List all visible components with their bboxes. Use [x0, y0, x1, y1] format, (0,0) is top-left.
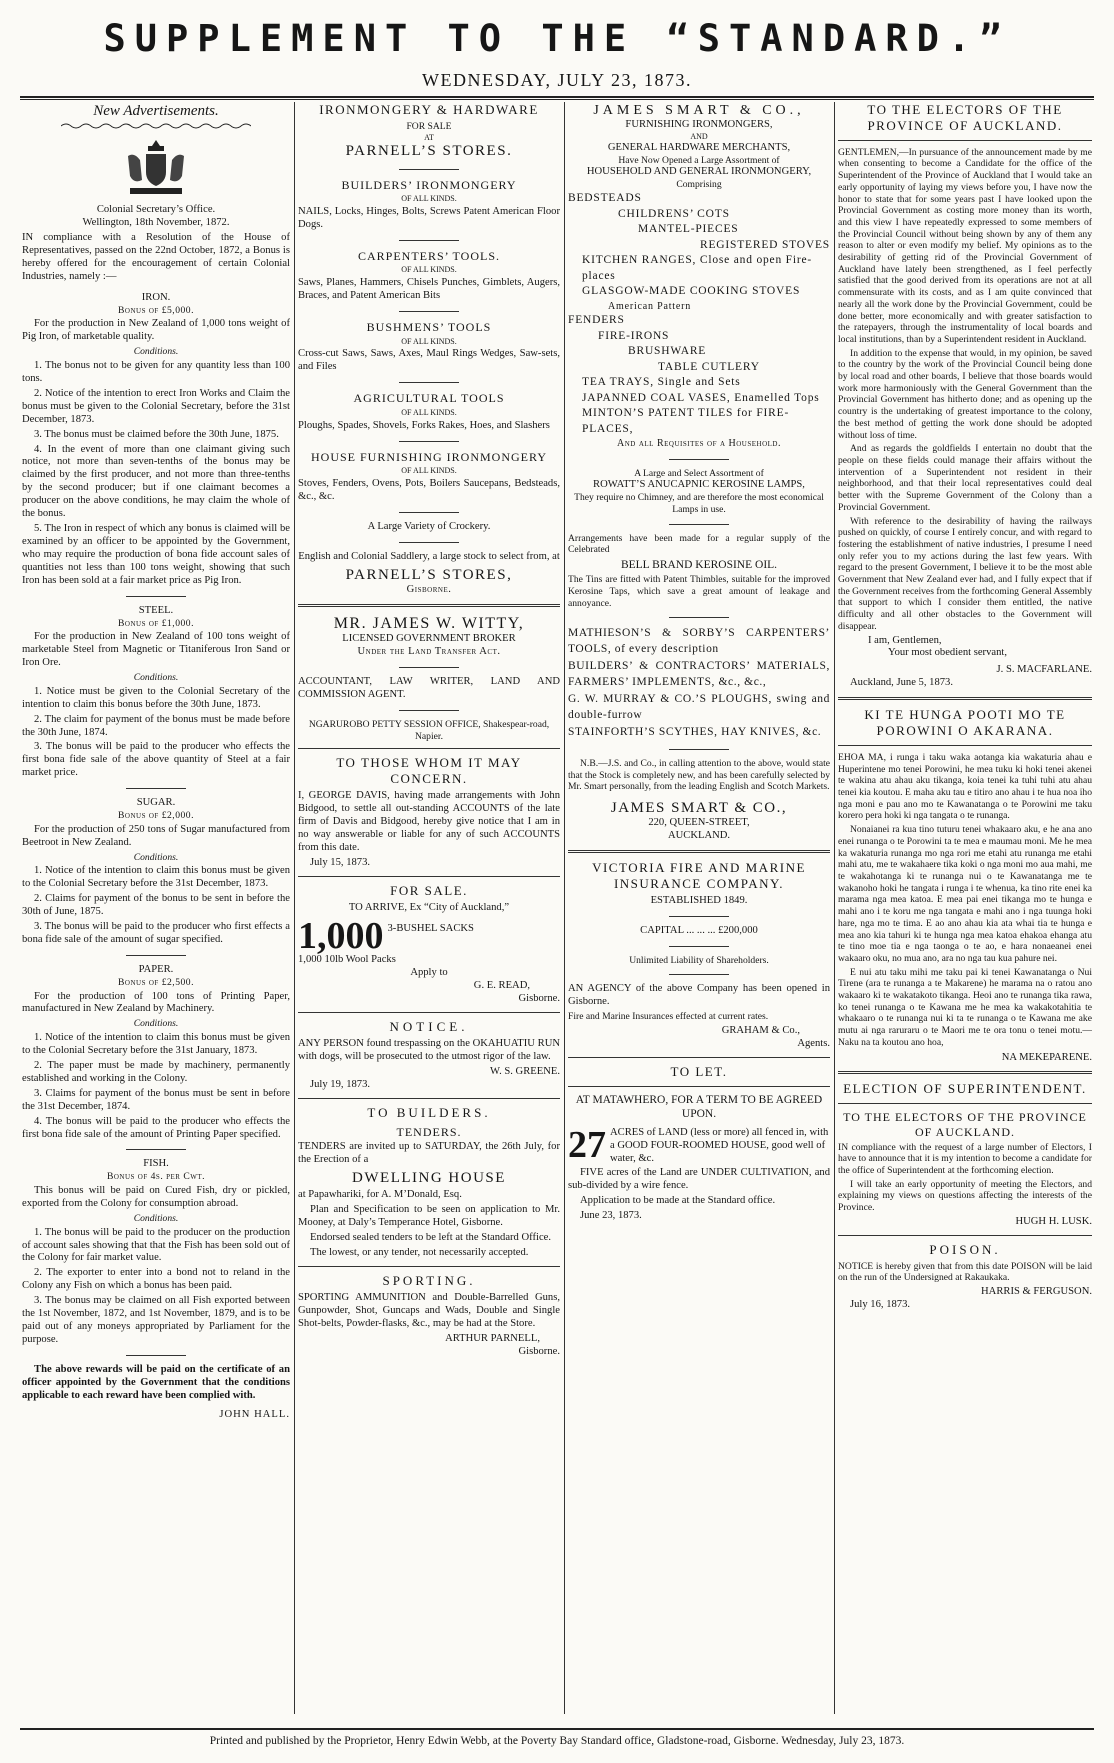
insurance-agent: GRAHAM & Co.,	[721, 1024, 800, 1036]
divider	[399, 710, 459, 711]
sporting-name: ARTHUR PARNELL,	[445, 1332, 540, 1344]
fish-condition: 3. The bonus may be claimed on all Fish exported between the 1st November, 1872, and 1st November, 1879, and is to be paid out of any moneys appropriated by Parliament for the purpose.	[22, 1295, 290, 1346]
stock-item: TABLE CUTLERY	[658, 360, 760, 373]
sugar-title: SUGAR.	[136, 797, 176, 809]
tolet-apply: Application to be made at the Standard office.	[580, 1195, 776, 1207]
trespass-text: ANY PERSON found trespassing on the OKAHUATIU RUN with dogs, will be prosecuted to the utmost rigor of the law.	[298, 1038, 560, 1062]
category-sub: OF ALL KINDS.	[401, 336, 457, 346]
category-sub: OF ALL KINDS.	[401, 265, 457, 275]
category-text: NAILS, Locks, Hinges, Bolts, Screws Patent American Floor Dogs.	[298, 205, 560, 230]
sale-item-text: 3-BUSHEL SACKS	[387, 923, 474, 935]
and: AND	[690, 132, 708, 141]
sale-item	[298, 918, 560, 954]
letter-close: Your most obedient servant,	[888, 647, 1007, 659]
divider	[298, 1266, 560, 1267]
section-heading: New Advertisements.	[93, 103, 219, 119]
divider	[399, 441, 459, 442]
fish-text: This bonus will be paid on Cured Fish, dry or pickled, exported from the Colony for consumption abroad.	[22, 1185, 290, 1210]
paper-condition: 2. The paper must be made by machinery, permanently established and working in the Colony.	[22, 1059, 290, 1084]
oil: BELL BRAND KEROSINE OIL.	[620, 559, 778, 572]
tools-item: BUILDERS’ & CONTRACTORS’ MATERIALS, FARMERS’ IMPLEMENTS, &c., &c.,	[568, 660, 830, 688]
paper-condition: 3. Claims for payment of the bonus must be sent in before the 31st December, 1874.	[22, 1087, 290, 1112]
double-divider	[298, 604, 560, 607]
divider	[399, 169, 459, 170]
place-date: Wellington, 18th November, 1872.	[82, 217, 230, 229]
witty-role: LICENSED GOVERNMENT BROKER	[342, 633, 516, 645]
category-sub: OF ALL KINDS.	[401, 194, 457, 204]
witty-act: Under the Land Transfer Act.	[357, 646, 501, 658]
household: HOUSEHOLD AND GENERAL IRONMONGERY,	[586, 166, 812, 178]
stock-item: FENDERS	[568, 314, 625, 327]
iron-condition: 4. In the event of more than one claimant giving such notice, not more than seven-tenths of the bonus may be claimed by the first producer, and not more than three-tenths by the second producer; but if one claimant becomes a producer on the above conditions, he may claim the whole of the bonus.	[22, 443, 290, 520]
column-parnell-stores	[298, 102, 560, 1714]
trade: FURNISHING IRONMONGERS,	[625, 119, 773, 131]
divider	[126, 955, 186, 956]
paper-text: For the production of 100 tons of Printing Paper, manufactured in New Zealand by Machinery.	[22, 990, 290, 1015]
ornamental-rule	[61, 122, 251, 130]
sugar-text: For the production of 250 tons of Sugar manufactured from Beetroot in New Zealand.	[22, 823, 290, 848]
tolet-sub: AT MATAWHERO, FOR A TERM TO BE AGREED UPON.	[575, 1093, 823, 1120]
election-paragraph: IN compliance with the request of a large number of Electors, I have to announce that it is my intention to become a candidate for the office of Superintendent at the forthcoming election.	[838, 1141, 1092, 1176]
tools-item: G. W. MURRAY & CO.’S PLOUGHS, swing and double-furrow	[568, 693, 830, 721]
iron-condition: 2. Notice of the intention to erect Iron Works and Claim the bonus must be given to the Colonial Secretary, before the 31st December, 1873.	[22, 387, 290, 425]
divider	[126, 596, 186, 597]
lamps-intro: A Large and Select Assortment of	[634, 467, 764, 479]
election-signature: HUGH H. LUSK.	[1015, 1215, 1092, 1227]
category-text: Saws, Planes, Hammers, Chisels Punches, Gimblets, Augers, Braces, and Patent American Bits	[298, 277, 560, 302]
stock-item: MANTEL-PIECES	[638, 223, 739, 236]
divider	[669, 974, 729, 975]
divider	[399, 512, 459, 513]
at-label: AT	[424, 132, 434, 142]
paper-condition: 4. The bonus will be paid to the producer who effects the first bona fide sale of the amount of Printing Paper specified.	[22, 1115, 290, 1140]
builders-text: TENDERS are invited up to SATURDAY, the 26th July, for the Erection of a	[298, 1141, 560, 1166]
column-rule	[564, 102, 565, 1714]
category-text: Stoves, Fenders, Ovens, Pots, Boilers Saucepans, Bedsteads, &c., &c.	[298, 477, 560, 502]
royal-coat-of-arms-icon	[120, 136, 192, 200]
office-line: Colonial Secretary’s Office.	[96, 204, 216, 216]
builders-plan: Plan and Specification to be seen on application to Mr. Mooney, at Daly’s Temperance Hotel, Gisborne.	[298, 1204, 560, 1229]
insurance-liability: Unlimited Liability of Shareholders.	[629, 954, 769, 966]
maori-paragraph: Nonaianei ra kua tino tuturu tenei whakaaro aku, e he ana ano enei runanga o te Porowini ta te mea e maumau moni. Me he mea ka wakaturia runanga mo nga rori me etahi atu runanga me etahi mahi atu, me te wakahaere tika koki o nga moni mo aua mahi, me te wakahotanga ki te runanga nui o te Kawanatanga me te wakanoho hoki he tangata i runga i te whenua, ka tino rite enei ka marama nga mea katoa. E mea pai enei tikanga mo te hunga e mahi ano i te koru me nga tangata e mahi ano i nga tuunga hoki hare, nga mo te tima. E ao ano ahau kia ata whai tia te hunga e mea ano kia tahuri ki te hunga nga mea katoa ehakoa ehanga atu te tino moe tia e nga taonga o te ao, e hara nonaeanei enei wakaaro oku, no mua ano, ara no nga tau kua pahure nei.	[838, 824, 1092, 964]
poison-text: NOTICE is hereby given that from this date POISON will be laid on the run of the Undersigned at Rakaukaka.	[838, 1260, 1092, 1284]
address: 220, QUEEN-STREET,	[648, 817, 750, 829]
witty-office: NGARUROBO PETTY SESSION OFFICE, Shakespear-road, Napier.	[308, 719, 550, 742]
election-paragraph: I will take an early opportunity of meeting the Electors, and explaining my views on questions affecting the interests of the Province.	[838, 1178, 1092, 1214]
stock-item: American Pattern	[608, 300, 692, 312]
steel-title: STEEL.	[138, 604, 174, 616]
divider	[399, 667, 459, 668]
stock-item: JAPANNED COAL VASES, Enamelled Tops	[582, 391, 820, 404]
trade: GENERAL HARDWARE MERCHANTS,	[607, 141, 791, 153]
oil-text: The Tins are fitted with Patent Thimbles, suitable for the improved Kerosine Taps, which save a great amount of leakage and annoyance.	[568, 574, 830, 609]
stock-item: TEA TRAYS, Single and Sets	[582, 376, 741, 389]
divider	[669, 617, 729, 618]
store-name: PARNELL’S STORES.	[345, 143, 513, 160]
letter-paragraph: With reference to the desirability of having the railways pushed on quickly, of course I entirely concur, and with regard to fostering the establishment of native industries, I presume I need only refer you to my actions during the last few years. With regard to the present Government, I believe it to be the most able Government that New Zealand ever had, and I fully expect that if the Government receives from the forthcoming General Assembly that support to which I consider them entitled, the native difficulty and all other obstacles to the Government will disappear.	[838, 515, 1092, 632]
letter-signature: J. S. MACFARLANE.	[996, 664, 1092, 676]
iron-condition: 5. The Iron in respect of which any bonus is claimed will be examined by an officer to be appointed by the Government, who may require the production of bona fide account sales of quantities not less than 100 tons weight, showing that such Iron has been sold at a fair market price as Pig Iron.	[22, 523, 290, 586]
insurance-agents: Agents.	[797, 1037, 830, 1049]
paper-condition: 1. Notice of the intention to claim this bonus must be given to the Colonial Secretary before the 31st January, 1873.	[22, 1032, 290, 1057]
divider	[669, 946, 729, 947]
sugar-bonus: Bonus of £2,000.	[118, 810, 194, 822]
fish-conditions: Conditions.	[133, 1212, 179, 1224]
letter-place: Auckland, June 5, 1873.	[850, 677, 953, 689]
letter-paragraph: In addition to the expense that would, in my opinion, be saved to the country by the work of the Provincial Council being done by local road and other boards, I believe that those boards would work more harmoniously with the General Government than the Provincial Government has hitherto done; and as opening up the country is the undertaking of greatest importance to the colony, the best method of getting the work done should be adopted without loss of time.	[838, 347, 1092, 441]
tolet-body	[568, 1127, 830, 1166]
sugar-condition: 3. The bonus will be paid to the producer who first effects a bona fide sale of the amount of sugar specified.	[22, 921, 290, 945]
divider	[669, 916, 729, 917]
builders-at: at Papawhariki, for A. M’Donald, Esq.	[298, 1189, 462, 1201]
divider	[399, 240, 459, 241]
comprising: Comprising	[676, 179, 722, 191]
column-james-smart	[568, 102, 830, 1714]
maori-paragraph: EHOA MA, i runga i taku waka aotanga kia wakaturia ahau e Huperintene mo tenei Porowini, he mea tuku ki hoki tenei akenei te wakina atu ahau aku tikanga, koia tenei ka tuhi tuhi atu ahau tenei kia koutou. E maha aku tau e titiro ano ahau i te hua noa iho nga moni e pau ano mo te Kawanatanga o te Porowini me taku korero pera hoki ki nga tangata o te runanga.	[838, 751, 1092, 822]
letter-close: I am, Gentlemen,	[868, 634, 942, 646]
maori-title: KI TE HUNGA POOTI MO TE POROWINI O AKARANA.	[864, 707, 1066, 739]
divider	[298, 876, 560, 877]
fish-condition: 2. The exporter to enter into a bond not to reland in the Colony any Fish on which a bonus has been paid.	[22, 1267, 290, 1292]
divider	[298, 748, 560, 749]
letter-paragraph: And as regards the goldfields I entertain no doubt that the people on these fields could manage their affairs without the intervention of a Superintendent not resident in their neighborhood, and that their local representatives could deal better with the Supreme Government of the Colony than a Provincial Government.	[838, 443, 1092, 513]
steel-bonus: Bonus of £1,000.	[118, 617, 194, 629]
divider	[399, 311, 459, 312]
category-heading: BUSHMENS’ TOOLS	[366, 320, 492, 335]
category-heading: CARPENTERS’ TOOLS.	[357, 248, 501, 263]
intro-paragraph: IN compliance with a Resolution of the House of Representatives, passed on the 22nd October, 1872, a Bonus is hereby offered for the encouragement of certain Colonial Industries, namely :—	[22, 232, 290, 282]
category-heading: AGRICULTURAL TOOLS	[353, 391, 505, 406]
divider	[399, 542, 459, 543]
category-text: Cross-cut Saws, Saws, Axes, Maul Rings Wedges, Saw-sets, and Files	[298, 348, 560, 373]
category-text: Ploughs, Spades, Shovels, Forks Rakes, Hoes, and Slashers	[298, 419, 550, 431]
builders-title: TO BUILDERS.	[367, 1104, 491, 1120]
town: Gisborne.	[406, 583, 452, 595]
tolet-title: TO LET.	[670, 1063, 728, 1079]
iron-title: IRON.	[141, 291, 171, 303]
paper-title: PAPER.	[138, 963, 174, 975]
stock-item: BEDSTEADS	[568, 192, 642, 204]
iron-text: For the production in New Zealand of 1,000 tons weight of Pig Iron, of marketable quality.	[22, 318, 290, 343]
trespass-date: July 19, 1873.	[310, 1078, 371, 1090]
steel-text: For the production in New Zealand of 100 tons weight of marketable Steel from Magnetic or Titaniferous Iron Sand or Iron Ore.	[22, 631, 290, 669]
stock-item: GLASGOW-MADE COOKING STOVES	[582, 285, 801, 298]
category-sub: OF ALL KINDS.	[401, 407, 457, 417]
fish-title: FISH.	[143, 1158, 169, 1170]
sale-arrive: TO ARRIVE, Ex “City of Auckland,”	[348, 901, 510, 913]
opened: Have Now Opened a Large Assortment of	[618, 154, 780, 166]
fish-bonus: Bonus of 4s. per Cwt.	[106, 1171, 206, 1183]
sale-town: Gisborne.	[518, 993, 560, 1005]
tools-item: MATHIESON’S & SORBY’S CARPENTERS’ TOOLS, of every description	[568, 627, 830, 655]
insurance-title: VICTORIA FIRE AND MARINE INSURANCE COMPANY.	[592, 860, 806, 892]
builders-sealed: Endorsed sealed tenders to be left at the Standard Office.	[310, 1232, 552, 1244]
tolet-text2: FIVE acres of the Land are UNDER CULTIVATION, and sub-divided by a wire fence.	[568, 1167, 830, 1192]
trespass-name: W. S. GREENE.	[490, 1065, 560, 1077]
column-rule	[834, 102, 835, 1714]
maori-paragraph: E nui atu taku mihi me taku pai ki tenei Kawanatanga o Nui Tirene (ara te runanga a te Makarene) he marama na o ratou ano wakaaro ki te wakatakoto tikanga. Heoi ano te runanga tika rawa, ko tenei runanga o te Kawana me he mea ka wakakotahitia te whakaaro o te runanga nui ki ta te runanga o te Kawana me ake mutu ai nga raruraru o te Maori me te ora tonu o tenei motu.—Naku na ta koutou ano hoa,	[838, 966, 1092, 1048]
stock-item: FIRE-IRONS	[598, 329, 670, 342]
poison-signature: HARRIS & FERGUSON.	[981, 1285, 1092, 1297]
store-name: PARNELL’S STORES,	[345, 566, 513, 583]
column-electors	[838, 102, 1092, 1714]
ad-title: IRONMONGERY & HARDWARE	[319, 102, 539, 117]
for-sale: FOR SALE	[406, 120, 452, 132]
stock-item: MINTON’S PATENT TILES for FIRE-PLACES,	[582, 407, 790, 435]
steel-condition: 1. Notice must be given to the Colonial Secretary of the intention to claim this bonus before the 30th June, 1873.	[22, 685, 290, 710]
sporting-town: Gisborne.	[518, 1345, 560, 1357]
divider	[838, 1103, 1092, 1104]
notice-heading: NOTICE.	[389, 1019, 469, 1035]
crockery-line: A Large Variety of Crockery.	[367, 520, 491, 532]
sale-title: FOR SALE.	[390, 882, 468, 898]
nb-text: N.B.—J.S. and Co., in calling attention to the above, would state that the Stock is completely new, and has been carefully selected by Mr. Smart personally, from the leading English and Scotch Markets.	[568, 757, 830, 793]
divider	[669, 749, 729, 750]
divider	[399, 382, 459, 383]
iron-condition: 1. The bonus not to be given for any quantity less than 100 tons.	[22, 360, 290, 384]
double-divider	[568, 850, 830, 853]
tolet-text: ACRES of LAND (less or more) all fenced in, with a GOOD FOUR-ROOMED HOUSE, good well of water, &c.	[610, 1126, 829, 1164]
imprint-footer: Printed and published by the Proprietor, Henry Edwin Webb, at the Poverty Bay Standard office, Gladstone-road, Gisborne. Wednesday, July 23, 1873.	[20, 1728, 1094, 1747]
dateline: WEDNESDAY, JULY 23, 1873.	[20, 70, 1094, 98]
poison-date: July 16, 1873.	[850, 1298, 911, 1310]
poison-title: POISON.	[929, 1241, 1001, 1257]
sugar-condition: 1. Notice of the intention to claim this bonus must be given to the Colonial Secretary before the 31st December, 1873.	[22, 865, 290, 890]
builders-lowest: The lowest, or any tender, not necessarily accepted.	[310, 1247, 529, 1259]
stock-item: REGISTERED STOVES	[700, 238, 830, 251]
steel-condition: 3. The bonus will be paid to the producer who effects the first bona fide sale of the above quantity of Steel at a fair market price.	[22, 741, 290, 779]
iron-bonus: Bonus of £5,000.	[118, 304, 194, 316]
divider	[568, 1057, 830, 1058]
sugar-conditions: Conditions.	[133, 851, 179, 863]
paper-conditions: Conditions.	[133, 1018, 179, 1030]
maori-signature: NA MEKEPARENE.	[1001, 1051, 1092, 1063]
masthead-title: SUPPLEMENT TO THE “STANDARD.”	[103, 17, 1011, 60]
tools-item: STAINFORTH’S SCYTHES, HAY KNIVES, &c.	[568, 726, 822, 739]
divider	[838, 1235, 1092, 1236]
sale-apply: Apply to	[410, 967, 448, 979]
tolet-date: June 23, 1873.	[580, 1210, 642, 1222]
stock-item: CHILDRENS’ COTS	[618, 207, 730, 220]
paper-bonus: Bonus of £2,500.	[118, 976, 194, 988]
oil-intro: Arrangements have been made for a regular supply of the Celebrated	[568, 532, 830, 556]
builders-sub: TENDERS.	[396, 1124, 462, 1139]
witty-roles: ACCOUNTANT, LAW WRITER, LAND AND COMMISSION AGENT.	[298, 676, 560, 701]
divider	[838, 140, 1092, 141]
notice-title: TO THOSE WHOM IT MAY CONCERN.	[336, 755, 522, 787]
steel-condition: 2. The claim for payment of the bonus must be made before the 30th June, 1874.	[22, 713, 290, 738]
column-rule	[294, 102, 295, 1714]
tolet-acres: 27	[568, 1126, 606, 1166]
notice-date: July 15, 1873.	[310, 856, 371, 868]
stock-item: And all Requisites of a Household.	[617, 438, 781, 450]
insurance-capital: CAPITAL ... ... ... £200,000	[640, 924, 758, 936]
divider	[669, 459, 729, 460]
insurance-agency: AN AGENCY of the above Company has been opened in Gisborne.	[568, 983, 830, 1008]
sugar-condition: 2. Claims for payment of the bonus to be sent in before the 30th of June, 1875.	[22, 893, 290, 918]
iron-condition: 3. The bonus must be claimed before the 30th June, 1875.	[34, 428, 279, 440]
masthead-rule	[20, 99, 1094, 100]
column-bonus-notice	[22, 102, 290, 1714]
builders-house: DWELLING HOUSE	[352, 1170, 506, 1187]
divider	[126, 788, 186, 789]
sale-wool: 1,000 10lb Wool Packs	[298, 954, 396, 966]
stock-list	[568, 191, 830, 451]
divider	[126, 1149, 186, 1150]
divider	[126, 1355, 186, 1356]
city: AUCKLAND.	[667, 830, 731, 842]
letter-paragraph: GENTLEMEN,—In pursuance of the announcement made by me when consenting to become a Candidate for the office of the Superintendent of the Province of Auckland that I would take an early opportunity of laying my views before you, I have now the honor to state that for some years past I have looked upon the Provincial Government as costing more money than its worth, and this view I have repeatedly expressed to some members of the Provincial Council without being shown by any of them any reason to alter or even modify my belief. My opinions as to the desirability of getting rid of the Provincial Government of Auckland have lately been strengthened, as I feel perfectly satisfied that the good derived from its operations are not at all commensurate with its costs, and as I am quite convinced that nearly all the work done by the Provincial Government, could be done better, more economically and with greater satisfaction to the ratepayers, through the instrumentality of local boards and local institutions, than by a Superintendent resident in Auckland.	[838, 146, 1092, 345]
signature: JOHN HALL.	[219, 1408, 290, 1420]
steel-conditions: Conditions.	[133, 672, 179, 684]
category-sub: OF ALL KINDS.	[401, 466, 457, 476]
insurance-est: ESTABLISHED 1849.	[650, 894, 748, 906]
lamps: ROWATT’S ANUCAPNIC KEROSINE LAMPS,	[593, 479, 805, 491]
divider	[298, 1098, 560, 1099]
insurance-rates: Fire and Marine Insurances effected at current rates.	[568, 1011, 769, 1023]
divider	[568, 1086, 830, 1087]
iron-conditions: Conditions.	[133, 346, 179, 358]
election-title: ELECTION OF SUPERINTENDENT.	[843, 1081, 1087, 1097]
tools-list	[568, 626, 830, 741]
double-divider	[838, 1071, 1092, 1074]
firm-name: JAMES SMART & CO.,	[610, 800, 788, 817]
election-sub: TO THE ELECTORS OF THE PROVINCE OF AUCKLAND.	[843, 1110, 1087, 1139]
category-heading: HOUSE FURNISHING IRONMONGERY	[310, 449, 547, 464]
witty-name: MR. JAMES W. WITTY,	[333, 614, 525, 632]
notice-text: I, GEORGE DAVIS, having made arrangements with John Bidgood, to settle all out-standing ACCOUNTS of the late firm of Davis and Bidgood, hereby give notice that I am in no way answerable or liable for any of such ACCOUNTS from this date.	[298, 790, 560, 853]
divider	[838, 745, 1092, 746]
lamps-text: They require no Chimney, and are therefore the most economical Lamps in use.	[574, 492, 824, 516]
divider	[669, 524, 729, 525]
sale-quantity: 1,000	[298, 918, 384, 955]
stock-item: KITCHEN RANGES, Close and open Fire-places	[582, 254, 813, 282]
firm-name: JAMES SMART & CO.,	[593, 103, 805, 118]
closing-paragraph: The above rewards will be paid on the certificate of an officer appointed by the Government that the conditions applicable to each reward have been complied with.	[22, 1363, 290, 1401]
category-heading: BUILDERS’ IRONMONGERY	[341, 177, 517, 192]
saddlery-line: English and Colonial Saddlery, a large stock to select from, at	[298, 550, 560, 562]
fish-condition: 1. The bonus will be paid to the producer on the production of account sales showing that that the Fish has been sold out of the Colony for fair market value.	[22, 1226, 290, 1264]
stock-item: BRUSHWARE	[628, 345, 707, 358]
sale-name: G. E. READ,	[473, 980, 530, 992]
sporting-text: SPORTING AMMUNITION and Double-Barrelled Guns, Gunpowder, Shot, Guncaps and Wads, Double and Single Shot-belts, Powder-flasks, &c., may be had at the Store.	[298, 1291, 560, 1329]
double-divider	[838, 697, 1092, 700]
divider	[298, 1012, 560, 1013]
sporting-title: SPORTING.	[382, 1272, 476, 1288]
electors-title: TO THE ELECTORS OF THE PROVINCE OF AUCKLAND.	[867, 102, 1063, 133]
